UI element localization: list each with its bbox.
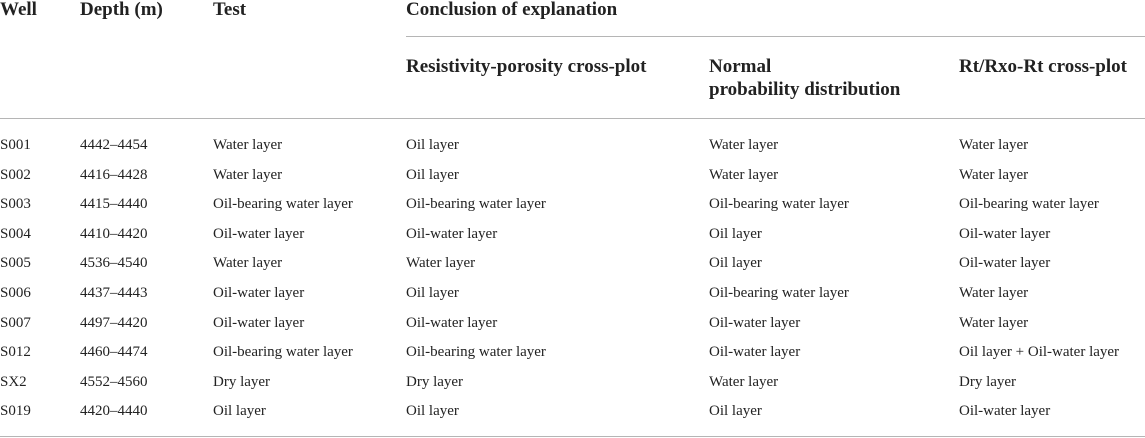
cell-well: S001 [0,137,31,153]
cell-rt: Oil-water layer [959,225,1051,242]
cell-depth: 4460–4474 [80,344,148,361]
cell-depth: 4497–4420 [80,314,148,331]
cell-depth: 4420–4440 [80,403,148,420]
cell-well: S003 [0,196,31,213]
table-row [0,282,1145,312]
cell-resistivity: Oil layer [406,166,459,183]
table-row [0,341,1145,371]
cell-test: Oil-water layer [213,225,305,242]
cell-depth: 4415–4440 [80,196,148,213]
cell-depth: 4437–4443 [80,285,148,301]
cell-rt: Oil layer + Oil-water layer [959,344,1120,361]
cell-rt: Oil-water layer [959,403,1051,420]
cell-resistivity: Oil layer [406,403,459,420]
cell-test: Oil-bearing water layer [213,344,353,361]
cell-normal: Oil layer [709,255,762,272]
cell-test: Oil-bearing water layer [213,196,353,213]
cell-well: S012 [0,344,31,361]
cell-resistivity: Water layer [406,255,476,272]
table-row [0,223,1145,253]
cell-normal: Oil-bearing water layer [709,196,849,213]
header-rt-rxo: Rt/Rxo-Rt cross-plot [959,56,1127,77]
conclusion-underline [406,36,1145,37]
table-row [0,134,1145,164]
header-depth: Depth (m) [80,0,163,20]
table-bottom-rule [0,436,1145,437]
cell-test: Water layer [213,255,283,272]
cell-test: Water layer [213,137,283,153]
header-normal-line2: probability distribution [709,79,901,100]
cell-resistivity: Oil-bearing water layer [406,196,546,213]
header-conclusion: Conclusion of explanation [406,0,618,20]
header-resistivity-porosity: Resistivity-porosity cross-plot [406,56,647,77]
header-bottom-rule [0,118,1145,119]
cell-well: S002 [0,166,31,183]
cell-normal: Water layer [709,137,779,153]
cell-resistivity: Oil-bearing water layer [406,344,546,361]
table-row [0,312,1145,342]
cell-normal: Water layer [709,166,779,183]
cell-resistivity: Dry layer [406,373,464,390]
cell-well: S006 [0,285,31,301]
cell-well: SX2 [0,373,27,390]
cell-resistivity: Oil-water layer [406,314,498,331]
cell-rt: Water layer [959,137,1029,153]
table-row [0,193,1145,223]
cell-depth: 4442–4454 [80,137,148,153]
cell-normal: Oil-bearing water layer [709,285,849,301]
cell-well: S007 [0,314,31,331]
cell-depth: 4410–4420 [80,225,148,242]
table-row [0,400,1145,430]
header-well: Well [0,0,37,20]
cell-test: Oil layer [213,403,266,420]
cell-depth: 4416–4428 [80,166,148,183]
cell-rt: Oil-bearing water layer [959,196,1099,213]
cell-test: Oil-water layer [213,314,305,331]
cell-test: Water layer [213,166,283,183]
table-row [0,252,1145,282]
table-row [0,371,1145,401]
cell-rt: Water layer [959,314,1029,331]
cell-normal: Oil-water layer [709,314,801,331]
cell-normal: Oil layer [709,403,762,420]
cell-normal: Oil layer [709,225,762,242]
cell-normal: Oil-water layer [709,344,801,361]
cell-test: Oil-water layer [213,285,305,301]
cell-well: S004 [0,225,31,242]
cell-well: S005 [0,255,31,272]
cell-rt: Dry layer [959,373,1017,390]
cell-depth: 4536–4540 [80,255,148,272]
cell-normal: Water layer [709,373,779,390]
cell-depth: 4552–4560 [80,373,148,390]
table-row [0,164,1145,194]
cell-rt: Oil-water layer [959,255,1051,272]
header-normal-line1: Normal [709,56,772,77]
cell-resistivity: Oil layer [406,137,459,153]
cell-resistivity: Oil layer [406,285,459,301]
cell-test: Dry layer [213,373,271,390]
header-test: Test [213,0,247,20]
cell-resistivity: Oil-water layer [406,225,498,242]
cell-well: S019 [0,403,31,420]
cell-rt: Water layer [959,285,1029,301]
cell-rt: Water layer [959,166,1029,183]
